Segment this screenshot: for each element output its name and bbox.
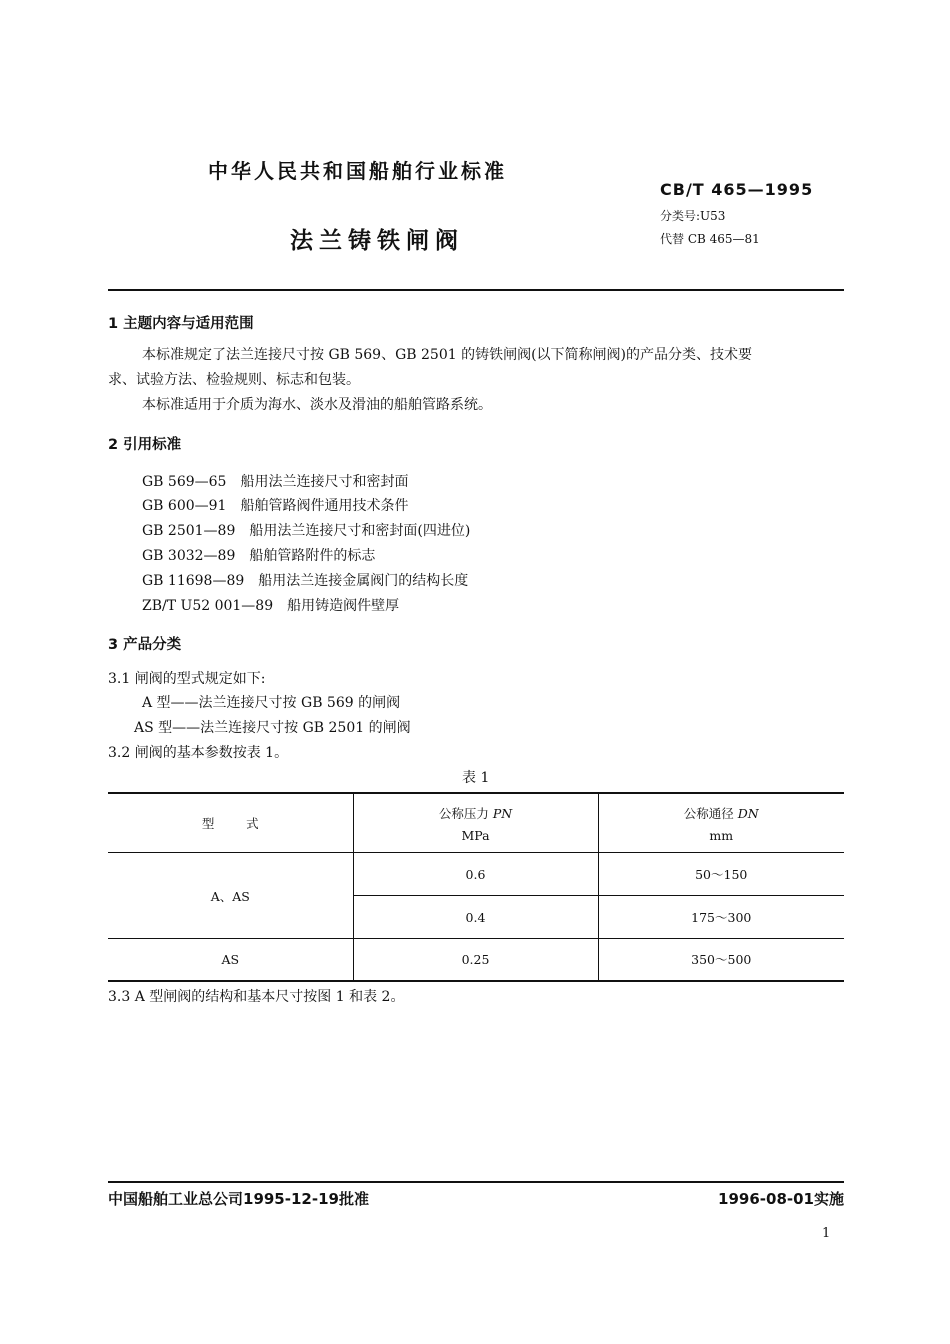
reference-code: GB 569—65 (142, 474, 227, 490)
reference-title: 船用法兰连接尺寸和密封面(四进位) (249, 523, 471, 539)
reference-code: GB 2501—89 (142, 523, 236, 539)
effective-date: 1996-08-01实施 (718, 1190, 844, 1208)
section-1-paragraph-line-2: 求、试验方法、检验规则、标志和包装。 (108, 372, 360, 388)
cell-pn: 0.25 (353, 939, 598, 981)
page-number: 1 (822, 1226, 831, 1241)
reference-item (142, 595, 399, 615)
clause-3-1-type-a: A 型——法兰连接尺寸按 GB 569 的闸阀 (142, 695, 401, 711)
cell-type: A、AS (108, 853, 353, 939)
cell-dn: 175～300 (598, 896, 844, 939)
reference-title: 船用铸造阀件壁厚 (287, 598, 400, 614)
standard-category-title: 中华人民共和国船舶行业标准 (208, 159, 507, 183)
table-header-row (108, 793, 844, 853)
reference-code: GB 600—91 (142, 498, 227, 514)
cell-pn: 0.4 (353, 896, 598, 939)
table-row (108, 853, 844, 896)
section-1-paragraph-line-1: 本标准规定了法兰连接尺寸按 GB 569、GB 2501 的铸铁闸阀(以下简称闸阀)的产品分类、技术要 (142, 347, 753, 363)
header-pn-unit: MPa (461, 827, 490, 843)
header-nominal-pressure (353, 793, 598, 853)
table-caption: 表 1 (462, 770, 490, 786)
reference-item (142, 545, 375, 565)
standard-code: CB/T 465—1995 (660, 180, 814, 199)
clause-3-3: 3.3 A 型闸阀的结构和基本尺寸按图 1 和表 2。 (108, 989, 405, 1005)
section-1-paragraph-2: 本标准适用于介质为海水、淡水及滑油的船舶管路系统。 (142, 397, 492, 413)
reference-code: GB 3032—89 (142, 548, 236, 564)
reference-code: ZB/T U52 001—89 (142, 598, 274, 614)
header-dn-symbol: DN (737, 805, 759, 821)
approval-line: 中国船舶工业总公司1995-12-19批准 (108, 1190, 369, 1208)
cell-pn: 0.6 (353, 853, 598, 896)
header-pn-symbol: PN (492, 805, 513, 821)
reference-item (142, 495, 408, 515)
reference-title: 船用法兰连接金属阀门的结构长度 (258, 573, 469, 589)
clause-3-2: 3.2 闸阀的基本参数按表 1。 (108, 745, 289, 761)
section-3-heading: 3 产品分类 (108, 637, 182, 653)
section-1-heading: 1 主题内容与适用范围 (108, 316, 254, 332)
document-title: 法兰铸铁闸阀 (290, 228, 464, 254)
reference-title: 船舶管路附件的标志 (249, 548, 376, 564)
header-dn-unit: mm (709, 827, 734, 843)
reference-item (142, 520, 470, 540)
reference-title: 船舶管路阀件通用技术条件 (240, 498, 409, 514)
clause-3-1-type-as: AS 型——法兰连接尺寸按 GB 2501 的闸阀 (134, 720, 411, 736)
classification-number: 分类号:U53 (660, 209, 726, 223)
reference-code: GB 11698—89 (142, 573, 245, 589)
header-rule (108, 289, 844, 291)
cell-dn: 50～150 (598, 853, 844, 896)
clause-3-1: 3.1 闸阀的型式规定如下: (108, 671, 266, 687)
cell-type: AS (108, 939, 353, 981)
parameters-table (108, 792, 844, 982)
footer-rule (108, 1181, 844, 1183)
reference-item (142, 570, 468, 590)
reference-item (142, 471, 408, 491)
header-pn-label: 公称压力 (438, 805, 493, 821)
section-2-heading: 2 引用标准 (108, 437, 182, 453)
replaces-standard: 代替 CB 465—81 (660, 232, 760, 246)
header-type: 型 式 (108, 793, 353, 853)
header-dn-label: 公称通径 (683, 805, 738, 821)
reference-title: 船用法兰连接尺寸和密封面 (240, 474, 409, 490)
table-row (108, 939, 844, 981)
header-nominal-diameter (598, 793, 844, 853)
cell-dn: 350～500 (598, 939, 844, 981)
